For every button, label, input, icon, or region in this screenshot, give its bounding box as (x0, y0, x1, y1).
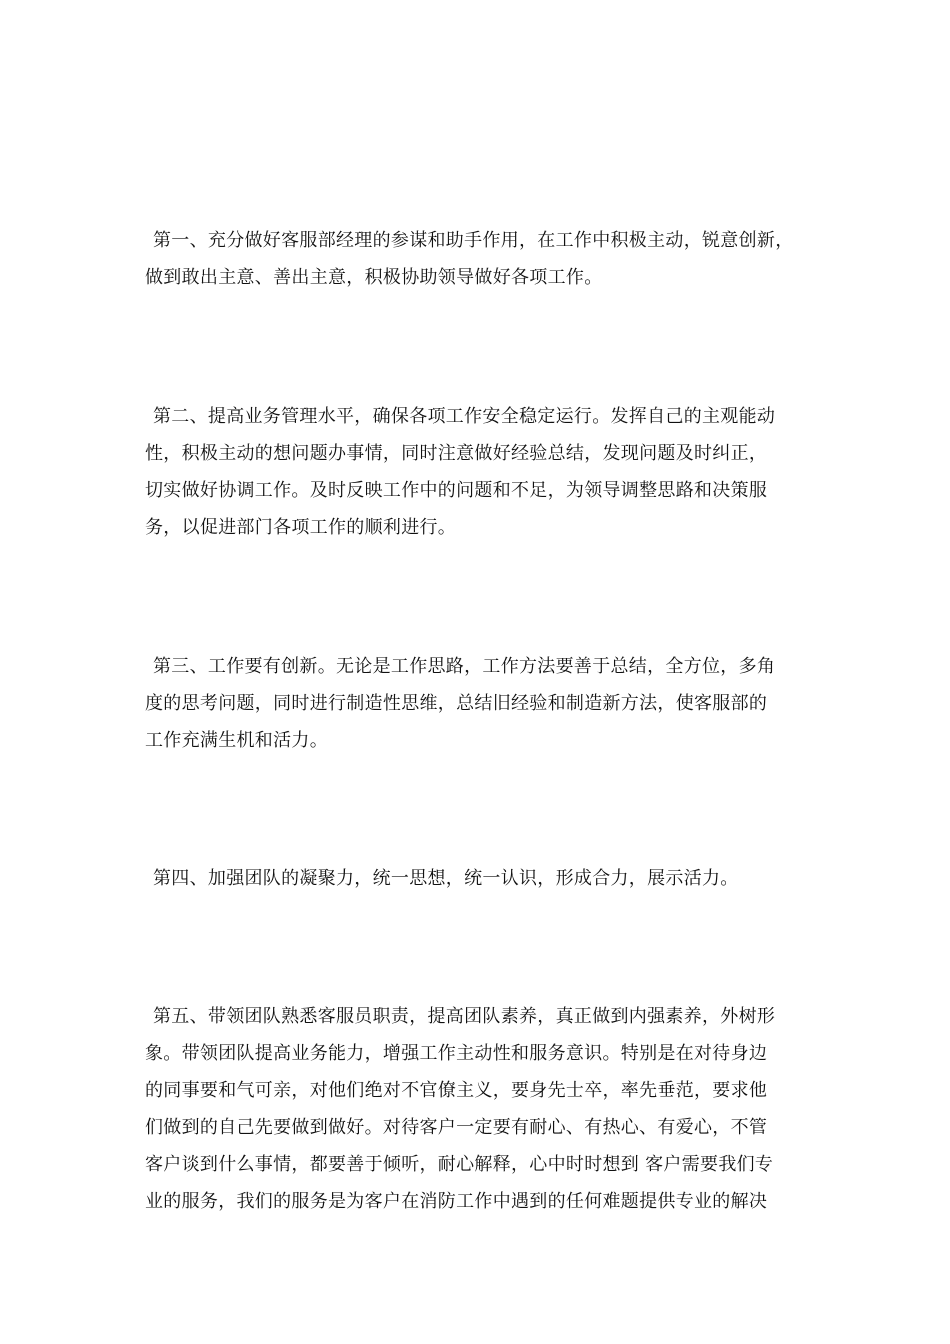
paragraph-line: 客户谈到什么事情，都要善于倾听，耐心解释，心中时时想到 客户需要我们专 (145, 1154, 774, 1175)
paragraph-line: 务，以促进部门各项工作的顺利进行。 (145, 517, 457, 538)
paragraph-line: 的同事要和气可亲，对他们绝对不官僚主义，要身先士卒，率先垂范，要求他 (145, 1080, 768, 1101)
paragraph-line: 第四、加强团队的凝聚力，统一思想，统一认识，形成合力，展示活力。 (153, 868, 739, 889)
paragraph-3 (145, 648, 815, 759)
paragraph-line: 业的服务，我们的服务是为客户在消防工作中遇到的任何难题提供专业的解决 (145, 1191, 768, 1212)
paragraph-1 (145, 222, 815, 296)
paragraph-line: 做到敢出主意、善出主意，积极协助领导做好各项工作。 (145, 267, 603, 288)
paragraph-line: 第一、充分做好客服部经理的参谋和助手作用，在工作中积极主动，锐意创新， (153, 230, 794, 251)
paragraph-line: 性，积极主动的想问题办事情，同时注意做好经验总结，发现问题及时纠正， (145, 443, 768, 464)
paragraph-line: 第二、提高业务管理水平，确保各项工作安全稳定运行。发挥自己的主观能动 (153, 406, 776, 427)
paragraph-line: 们做到的自己先要做到做好。对待客户一定要有耐心、有热心、有爱心，不管 (145, 1117, 768, 1138)
paragraph-line: 切实做好协调工作。及时反映工作中的问题和不足，为领导调整思路和决策服 (145, 480, 768, 501)
paragraph-2 (145, 398, 815, 546)
paragraph-line: 象。带领团队提高业务能力，增强工作主动性和服务意识。特别是在对待身边 (145, 1043, 768, 1064)
paragraph-4 (145, 860, 815, 897)
paragraph-5 (145, 998, 815, 1220)
paragraph-line: 第五、带领团队熟悉客服员职责，提高团队素养，真正做到内强素养，外树形 (153, 1006, 776, 1027)
paragraph-line: 工作充满生机和活力。 (145, 730, 328, 751)
paragraph-line: 度的思考问题，同时进行制造性思维，总结旧经验和制造新方法，使客服部的 (145, 693, 768, 714)
paragraph-line: 第三、工作要有创新。无论是工作思路，工作方法要善于总结，全方位，多角 (153, 656, 776, 677)
